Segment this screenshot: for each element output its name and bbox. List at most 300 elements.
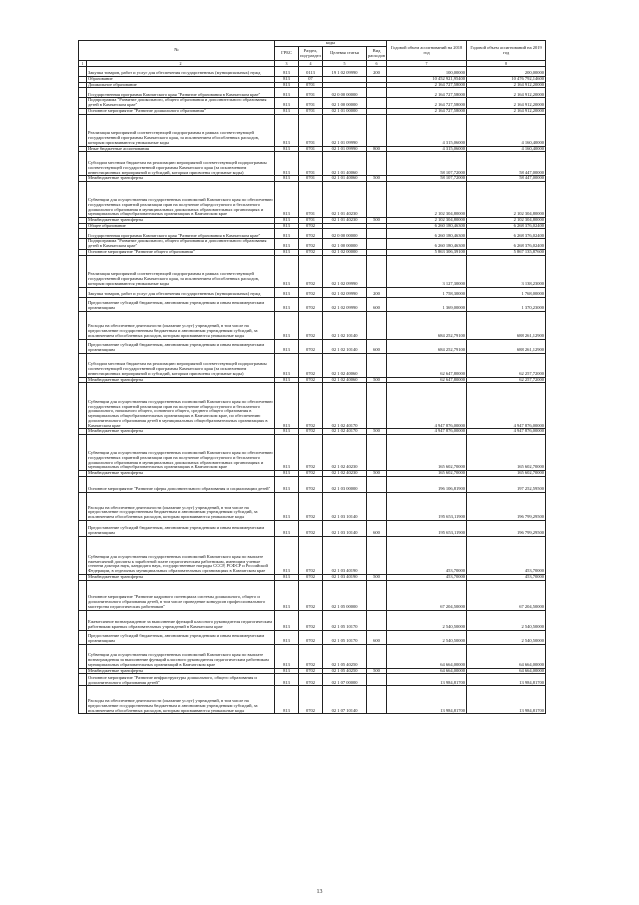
column-number: 5 [323,61,367,67]
row-2018-cell: 58 107,72000 [387,176,467,182]
table-row [79,353,546,377]
row-csr-cell: 02 1 02 09990 [323,255,367,287]
row-grbs-cell: 813 [275,668,299,674]
row-name-cell: Подпрограмма "Развитие дошкольного, общего образования и дополнительного образования детей в Камчатском крае" [87,98,275,108]
row-csr-cell: 02 1 01 40060 [323,152,367,176]
row-grbs-cell: 813 [275,287,299,297]
row-csr-cell: 02 1 03 40190 [323,536,367,574]
row-razdel-cell: 0702 [299,476,323,492]
row-2019-cell: 2 164 912,20000 [467,108,546,114]
row-grbs-cell: 813 [275,77,299,83]
row-razdel-cell: 0702 [299,686,323,714]
row-2018-cell: 1 758,30000 [387,287,467,297]
row-name-cell: Межбюджетные трансферты [87,176,275,182]
row-2019-cell: 2 102 304,80000 [467,182,546,218]
row-csr-cell: 02 0 00 00000 [323,229,367,239]
row-csr-cell: 02 0 00 00000 [323,88,367,98]
row-vr-cell: 200 [367,67,387,77]
column-number: 6 [367,61,387,67]
row-2019-cell: 2 164 912,20000 [467,98,546,108]
row-vr-cell: 500 [367,429,387,435]
row-grbs-cell: 813 [275,218,299,224]
row-razdel-cell: 0702 [299,435,323,471]
row-razdel-cell: 0702 [299,610,323,630]
row-grbs-cell: 813 [275,114,299,146]
row-vr-cell: 600 [367,630,387,644]
row-razdel-cell: 0702 [299,223,323,229]
row-csr-cell: 02 1 00 00000 [323,98,367,108]
table-row [79,674,546,686]
row-2018-cell: 67 204,50000 [387,580,467,610]
row-name-cell: Дошкольное образование [87,82,275,88]
header-number: № [79,41,275,61]
row-name-cell: Субвенции для осуществления государственных полномочий Камчатского края по выплате ежемесячной доплаты к заработной плате педагогическим работникам, имеющим ученые степени доктора наук, кандидата наук, государственные награды СССР, РСФСР и Российской Федерации, в отдельных муниципальных образовательных организациях в Камчатском крае [87,536,275,574]
row-2018-cell: 684 252,79100 [387,339,467,353]
row-name-cell: Подпрограмма "Развитие дошкольного, общего образования и дополнительного образования детей в Камчатском крае" [87,239,275,249]
row-index-cell [79,674,87,686]
row-index-cell [79,630,87,644]
row-2019-cell: 10 476 792,14600 [467,77,546,83]
row-vr-cell: 600 [367,520,387,536]
row-grbs-cell: 813 [275,520,299,536]
row-razdel-cell: 0702 [299,630,323,644]
row-name-cell: Субсидии местным бюджетам на реализацию мероприятий соответствующей подпрограммы соответствующей государственной программы Камчатского края (за исключением инвестиционных мероприятий и субсидий, которым присвоены отдельные коды) [87,353,275,377]
column-number: 2 [87,61,275,67]
row-index-cell [79,644,87,668]
row-2018-cell: 64 664,00000 [387,668,467,674]
row-vr-cell [367,229,387,239]
row-2018-cell: 62 647,80000 [387,353,467,377]
row-csr-cell: 02 1 02 00000 [323,249,367,255]
row-razdel-cell: 0702 [299,239,323,249]
row-name-cell: Закупка товаров, работ и услуг для обеспечения государственных (муниципальных) нужд [87,67,275,77]
row-csr-cell: 02 1 00 00000 [323,239,367,249]
row-csr-cell: 02 1 07 10140 [323,686,367,714]
row-2019-cell: 2 164 912,20000 [467,82,546,88]
row-index-cell [79,580,87,610]
row-vr-cell [367,239,387,249]
row-name-cell: Расходы на обеспечение деятельности (оказание услуг) учреждений, в том числе на предоставление государственным бюджетным и автономным учреждениям субсидий, за исключением обособленных расходов, которым присваиваются уникальные коды [87,311,275,339]
row-name-cell: Закупка товаров, работ и услуг для обеспечения государственных (муниципальных) нужд [87,287,275,297]
row-2019-cell: 2 540,50000 [467,630,546,644]
row-2019-cell: 4 160,40000 [467,114,546,146]
table-row [79,239,546,249]
row-name-cell: Образование [87,77,275,83]
row-csr-cell: 02 1 05 10170 [323,630,367,644]
row-razdel-cell: 0702 [299,377,323,383]
row-grbs-cell: 813 [275,182,299,218]
row-razdel-cell: 0701 [299,176,323,182]
table-row [79,686,546,714]
row-2019-cell: 6 268 376,02400 [467,239,546,249]
row-grbs-cell: 813 [275,492,299,520]
row-csr-cell: 02 1 03 10140 [323,492,367,520]
table-row [79,492,546,520]
row-2019-cell: 6 268 376,02400 [467,223,546,229]
row-2019-cell: 62 257,72000 [467,377,546,383]
row-2019-cell: 2 102 304,80000 [467,218,546,224]
row-vr-cell [367,353,387,377]
row-razdel-cell: 0702 [299,580,323,610]
row-name-cell: Реализация мероприятий соответствующей подпрограммы в рамках соответствующей государственной программы Камчатского края, за исключением обособленных расходов, которым присваиваются уникальные коды [87,255,275,287]
row-vr-cell [367,580,387,610]
row-2018-cell: 4 315,06000 [387,146,467,152]
row-index-cell [79,297,87,311]
row-grbs-cell: 813 [275,311,299,339]
row-csr-cell: 02 1 05 00000 [323,580,367,610]
row-name-cell: Государственная программа Камчатского края "Развитие образования в Камчатском крае" [87,229,275,239]
table-row [79,88,546,98]
row-csr-cell: 02 1 02 40170 [323,383,367,429]
row-grbs-cell: 813 [275,471,299,477]
row-grbs-cell: 813 [275,249,299,255]
row-vr-cell [367,536,387,574]
row-csr-cell: 02 1 03 10140 [323,520,367,536]
row-index-cell [79,114,87,146]
row-csr-cell: 02 1 01 09990 [323,114,367,146]
row-csr-cell: 02 1 01 09990 [323,146,367,152]
row-csr-cell: 02 1 02 40060 [323,377,367,383]
row-index-cell [79,520,87,536]
row-vr-cell [367,255,387,287]
row-razdel-cell: 0702 [299,574,323,580]
row-csr-cell: 02 1 03 00000 [323,476,367,492]
row-razdel-cell: 0702 [299,339,323,353]
row-razdel-cell: 0702 [299,674,323,686]
row-grbs-cell: 813 [275,383,299,429]
row-name-cell: Межбюджетные трансферты [87,471,275,477]
row-2018-cell: 6 260 180,46300 [387,223,467,229]
row-name-cell: Предоставление субсидий бюджетным, автономным учреждениям и иным некоммерческим организациям [87,630,275,644]
row-name-cell: Основное мероприятие "Развитие инфраструктуры дошкольного, общего образования и дополнительного образования детей" [87,674,275,686]
row-name-cell: Межбюджетные трансферты [87,668,275,674]
row-2018-cell: 13 984,81700 [387,674,467,686]
row-vr-cell: 500 [367,377,387,383]
row-2018-cell: 2 540,50000 [387,630,467,644]
row-vr-cell: 500 [367,668,387,674]
row-vr-cell [367,182,387,218]
row-index-cell [79,67,87,77]
row-razdel-cell: 0702 [299,353,323,377]
row-name-cell: Предоставление субсидий бюджетным, автономным учреждениям и иным некоммерческим организациям [87,297,275,311]
table-row [79,630,546,644]
row-csr-cell: 02 1 02 40230 [323,435,367,471]
row-name-cell: Общее образование [87,223,275,229]
row-2019-cell: 6 268 376,02400 [467,229,546,239]
row-csr-cell: 02 1 02 10140 [323,339,367,353]
table-row [79,610,546,630]
row-2019-cell: 165 602,70000 [467,435,546,471]
row-grbs-cell: 813 [275,229,299,239]
row-index-cell [79,88,87,98]
table-row [79,229,546,239]
header-vr: Вид расходов [367,47,387,61]
table-row [79,152,546,176]
page-number: 13 [316,889,323,895]
row-2018-cell: 453,70000 [387,536,467,574]
row-2019-cell: 13 984,81700 [467,674,546,686]
row-grbs-cell: 813 [275,574,299,580]
header-csr: Целевая статья [323,47,367,61]
row-2018-cell: 4 947 876,00000 [387,383,467,429]
row-2018-cell: 13 984,81700 [387,686,467,714]
row-grbs-cell: 813 [275,146,299,152]
row-grbs-cell: 813 [275,353,299,377]
row-2019-cell: 196 799,29500 [467,520,546,536]
row-name-cell: Ежемесячное вознаграждение за выполнение функций классного руководителя педагогическим работникам краевых образовательных учреждений в Камчатском крае [87,610,275,630]
row-vr-cell: 600 [367,297,387,311]
row-2018-cell: 195 653,11900 [387,492,467,520]
row-2019-cell: 200,00000 [467,67,546,77]
row-2019-cell: 58 447,00000 [467,176,546,182]
row-name-cell: Межбюджетные трансферты [87,377,275,383]
row-razdel-cell: 0702 [299,644,323,668]
row-2019-cell: 688 261,12900 [467,311,546,339]
row-2018-cell: 196 106,81900 [387,476,467,492]
row-2018-cell: 2 164 727,58000 [387,98,467,108]
row-razdel-cell: 0701 [299,152,323,176]
row-index-cell [79,686,87,714]
row-razdel-cell: 0701 [299,146,323,152]
row-2018-cell: 2 164 727,58000 [387,108,467,114]
row-vr-cell [367,610,387,630]
row-2019-cell: 64 664,00000 [467,668,546,674]
row-grbs-cell: 813 [275,88,299,98]
row-grbs-cell: 813 [275,82,299,88]
row-vr-cell [367,476,387,492]
row-index-cell [79,435,87,471]
table-row [79,114,546,146]
row-index-cell [79,98,87,108]
header-2018: Годовой объем ассигнований на 2018 год [387,41,467,61]
row-grbs-cell: 813 [275,152,299,176]
table-row [79,297,546,311]
row-vr-cell [367,383,387,429]
row-vr-cell [367,114,387,146]
table-row [79,520,546,536]
table-row [79,536,546,574]
row-name-cell: Субсидии местным бюджетам на реализацию мероприятий соответствующей подпрограммы соответствующей государственной программы Камчатского края (за исключением инвестиционных мероприятий и субсидий, которым присвоены отдельные коды) [87,152,275,176]
row-razdel-cell: 0702 [299,311,323,339]
row-2019-cell: 197 252,59500 [467,476,546,492]
row-csr-cell: 02 1 01 00000 [323,108,367,114]
row-2019-cell: 2 540,50000 [467,610,546,630]
row-2018-cell: 6 260 180,46300 [387,239,467,249]
row-2018-cell: 195 653,11900 [387,520,467,536]
row-index-cell [79,287,87,297]
row-name-cell: Предоставление субсидий бюджетным, автономным учреждениям и иным некоммерческим организациям [87,520,275,536]
row-2019-cell: 58 447,00000 [467,152,546,176]
row-razdel-cell: 0701 [299,98,323,108]
table-row [79,339,546,353]
row-csr-cell: 02 1 02 40230 [323,471,367,477]
row-razdel-cell: 0702 [299,383,323,429]
row-name-cell: Расходы на обеспечение деятельности (оказание услуг) учреждений, в том числе на предоставление государственным бюджетным и автономным учреждениям субсидий, за исключением обособленных расходов, которым присваиваются уникальные коды [87,686,275,714]
row-grbs-cell: 813 [275,610,299,630]
row-index-cell [79,239,87,249]
row-name-cell: Основное мероприятие "Развитие общего образования" [87,249,275,255]
row-index-cell [79,476,87,492]
row-index-cell [79,182,87,218]
row-razdel-cell: 0701 [299,114,323,146]
row-2018-cell: 2 102 304,80000 [387,182,467,218]
table-row [79,182,546,218]
row-razdel-cell: 0702 [299,429,323,435]
row-razdel-cell: 0702 [299,249,323,255]
row-razdel-cell: 0702 [299,297,323,311]
row-razdel-cell: 0701 [299,108,323,114]
row-2019-cell: 67 204,50000 [467,580,546,610]
row-name-cell: Субвенции для осуществления государственных полномочий Камчатского края по обеспечению государственных гарантий реализации прав на получение общедоступного и бесплатного дошкольного образования в муниципальных дошкольных образовательных организациях и муниципальных общеобразовательных организациях в Камчатском крае [87,182,275,218]
row-2019-cell: 4 160,40000 [467,146,546,152]
row-grbs-cell: 813 [275,536,299,574]
row-razdel-cell: 0702 [299,492,323,520]
row-2018-cell: 684 252,79100 [387,311,467,339]
row-grbs-cell: 813 [275,108,299,114]
row-vr-cell [367,492,387,520]
row-2019-cell: 196 799,29500 [467,492,546,520]
row-name-cell: Межбюджетные трансферты [87,218,275,224]
table-row [79,383,546,429]
row-razdel-cell: 0702 [299,520,323,536]
row-index-cell [79,339,87,353]
row-index-cell [79,610,87,630]
row-vr-cell: 200 [367,287,387,297]
row-2018-cell: 165 602,70000 [387,435,467,471]
row-grbs-cell: 813 [275,580,299,610]
row-vr-cell: 500 [367,471,387,477]
row-csr-cell: 02 1 01 40060 [323,176,367,182]
row-csr-cell: 02 1 02 09990 [323,287,367,297]
row-2019-cell: 688 261,12900 [467,339,546,353]
row-vr-cell: 500 [367,176,387,182]
row-2019-cell: 1 370,23000 [467,297,546,311]
row-2018-cell: 100,00000 [387,67,467,77]
row-2019-cell: 5 867 135,87600 [467,249,546,255]
row-2018-cell: 4 315,06000 [387,114,467,146]
header-razdel: Раздел, под-раздел [299,47,323,61]
row-name-cell: Субвенции для осуществления государственных полномочий Камчатского края по обеспечению государственных гарантий реализации прав на получение общедоступного и бесплатного дошкольного, начального общего, основного общего, среднего общего образования в муниципальных общеобразовательных организациях в Камчатском крае, по обеспечению дополнительного образования детей в муниципальных общеобразовательных организациях в Камчатском крае [87,383,275,429]
row-razdel-cell: 0702 [299,471,323,477]
row-name-cell: Основное мероприятие "Развитие сферы дополнительного образования и социализации детей" [87,476,275,492]
table-row [79,435,546,471]
budget-table [78,40,546,714]
row-vr-cell [367,152,387,176]
table-row [79,98,546,108]
row-2018-cell: 165 602,70000 [387,471,467,477]
column-number: 7 [387,61,467,67]
row-2018-cell: 4 947 876,00000 [387,429,467,435]
column-number: 4 [299,61,323,67]
row-vr-cell: 800 [367,146,387,152]
row-name-cell: Государственная программа Камчатского края "Развитие образования в Камчатском крае" [87,88,275,98]
row-grbs-cell: 813 [275,223,299,229]
row-csr-cell: 02 1 03 40190 [323,574,367,580]
row-2018-cell: 62 647,80000 [387,377,467,383]
row-razdel-cell: 0702 [299,536,323,574]
table-row [79,311,546,339]
row-grbs-cell: 813 [275,674,299,686]
row-2019-cell: 453,70000 [467,536,546,574]
row-csr-cell: 02 1 05 40250 [323,644,367,668]
table-row [79,67,546,77]
row-name-cell: Реализация мероприятий соответствующей подпрограммы в рамках соответствующей государственной программы Камчатского края, за исключением обособленных расходов, которым присваиваются уникальные коды [87,114,275,146]
column-number: 3 [275,61,299,67]
row-2019-cell: 4 947 876,00000 [467,383,546,429]
row-2018-cell: 10 452 921,95400 [387,77,467,83]
row-csr-cell: 02 1 02 40060 [323,353,367,377]
row-razdel-cell: 0702 [299,668,323,674]
table-row [79,580,546,610]
row-razdel-cell: 0701 [299,182,323,218]
header-codes: коды [275,41,387,47]
row-csr-cell: 02 1 07 00000 [323,674,367,686]
row-index-cell [79,536,87,574]
row-2018-cell: 2 164 727,58000 [387,82,467,88]
row-razdel-cell: 0702 [299,287,323,297]
row-2018-cell: 64 664,00000 [387,644,467,668]
row-2018-cell: 2 540,50000 [387,610,467,630]
row-csr-cell: 02 1 05 10170 [323,610,367,630]
row-2019-cell: 165 602,70000 [467,471,546,477]
row-2019-cell: 1 768,00000 [467,287,546,297]
row-grbs-cell: 813 [275,644,299,668]
table-row [79,255,546,287]
row-name-cell: Иные бюджетные ассигнования [87,146,275,152]
row-vr-cell [367,686,387,714]
row-name-cell: Межбюджетные трансферты [87,574,275,580]
row-razdel-cell: 07 [299,77,323,83]
header-grbs: ГРБС [275,47,299,61]
row-grbs-cell: 813 [275,429,299,435]
row-vr-cell: 500 [367,218,387,224]
row-vr-cell [367,674,387,686]
row-razdel-cell: 0702 [299,255,323,287]
row-vr-cell [367,98,387,108]
row-grbs-cell: 813 [275,339,299,353]
row-2019-cell: 4 947 876,00000 [467,429,546,435]
row-name-cell: Расходы на обеспечение деятельности (оказание услуг) учреждений, в том числе на предоставление государственным бюджетным и автономным учреждениям субсидий, за исключением обособленных расходов, которым присваиваются уникальные коды [87,492,275,520]
row-index-cell [79,229,87,239]
row-2018-cell: 58 107,72000 [387,152,467,176]
row-razdel-cell: 0701 [299,218,323,224]
column-number: 8 [467,61,546,67]
row-2019-cell: 2 164 912,20000 [467,88,546,98]
row-csr-cell: 02 1 02 09990 [323,297,367,311]
row-grbs-cell: 813 [275,239,299,249]
table-body [79,67,546,714]
row-name-cell: Субвенции для осуществления государственных полномочий Камчатского края по обеспечению государственных гарантий реализации прав на получение общедоступного и бесплатного дошкольного образования в муниципальных дошкольных образовательных организациях и муниципальных общеобразовательных организациях в Камчатском крае [87,435,275,471]
row-index-cell [79,255,87,287]
row-name-cell: Межбюджетные трансферты [87,429,275,435]
table-row [79,476,546,492]
row-2018-cell: 1 369,00000 [387,297,467,311]
row-2018-cell: 3 127,30000 [387,255,467,287]
row-grbs-cell: 813 [275,377,299,383]
row-2018-cell: 2 164 727,58000 [387,88,467,98]
row-grbs-cell: 813 [275,67,299,77]
table-row [79,644,546,668]
row-grbs-cell: 813 [275,630,299,644]
row-grbs-cell: 813 [275,686,299,714]
row-vr-cell: 500 [367,574,387,580]
row-grbs-cell: 813 [275,476,299,492]
row-name-cell: Предоставление субсидий бюджетным, автономным учреждениям и иным некоммерческим организациям [87,339,275,353]
row-name-cell: Субвенции для осуществления государственных полномочий Камчатского края по выплате вознаграждения за выполнение функций классного руководителя педагогическим работникам муниципальных образовательных организаций в Камчатском крае [87,644,275,668]
row-vr-cell [367,88,387,98]
row-grbs-cell: 813 [275,255,299,287]
row-name-cell: Основное мероприятие "Развитие дошкольного образования" [87,108,275,114]
